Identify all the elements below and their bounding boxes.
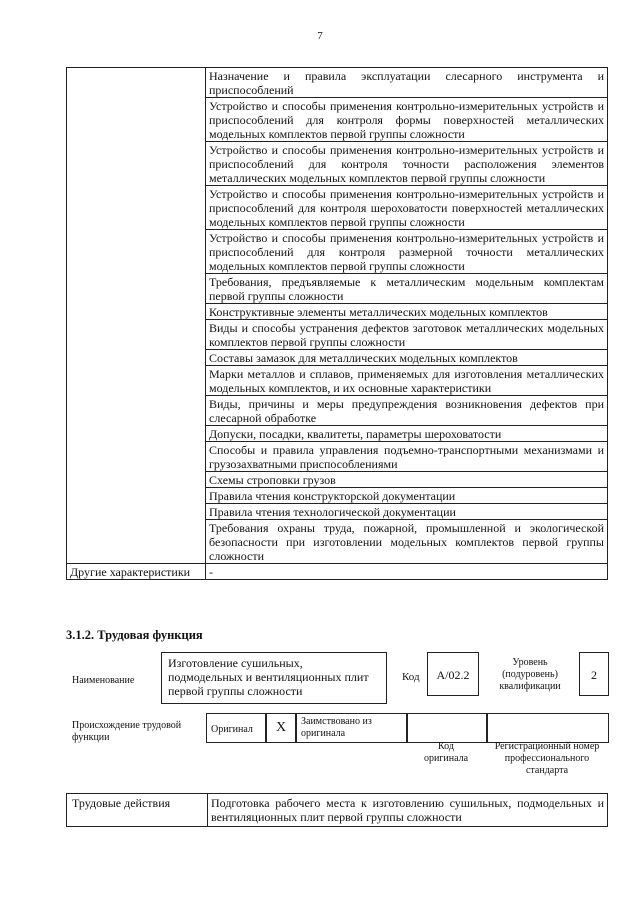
knowledge-item: Виды, причины и меры предупреждения возникновения дефектов при слесарной обработке (206, 396, 608, 426)
actions-value: Подготовка рабочего места к изготовлению сушильных, подмодельных и вентиляционных плит первой группы сложности (208, 794, 608, 827)
code-value: А/02.2 (427, 652, 479, 696)
actions-table (66, 793, 608, 827)
knowledge-item: Правила чтения конструкторской документации (206, 488, 608, 504)
origin-label: Происхождение трудовой функции (72, 720, 182, 743)
knowledge-item: Устройство и способы применения контрольно-измерительных устройств и приспособлений для контроля размерной точности металлических модельных комплектов первой группы сложности (206, 230, 608, 274)
original-mark: X (266, 713, 296, 743)
level-label: Уровень (подуровень) квалификации (499, 657, 561, 692)
reg-number-cell (487, 713, 609, 743)
knowledge-item: Требования охраны труда, пожарной, промышленной и экологической безопасности при изготовлении модельных комплектов первой группы сложности (206, 520, 608, 564)
table-row (67, 794, 608, 827)
knowledge-item: Конструктивные элементы металлических модельных комплектов (206, 304, 608, 320)
reg-number-label: Регистрационный номер профессионального стандарта (494, 741, 600, 776)
knowledge-item: Требования, предъявляемые к металлическим модельным комплектам первой группы сложности (206, 274, 608, 304)
original-label: Оригинал (206, 713, 266, 743)
knowledge-item: Способы и правила управления подъемно-транспортными механизмами и грузозахватными приспособлениями (206, 442, 608, 472)
page-number: 7 (317, 30, 323, 42)
knowledge-item: Марки металлов и сплавов, применяемых для изготовления металлических модельных комплектов, и их основные характеристики (206, 366, 608, 396)
code-original-label: Код оригинала (423, 741, 469, 764)
other-value: - (206, 564, 608, 580)
knowledge-item: Устройство и способы применения контрольно-измерительных устройств и приспособлений для контроля формы поверхностей металлических модельных комплектов первой группы сложности (206, 98, 608, 142)
code-label: Код (402, 671, 420, 683)
table-row (67, 564, 608, 580)
borrowed-label: Заимствовано из оригинала (296, 713, 407, 743)
original-code-cell (407, 713, 487, 743)
knowledge-item: Назначение и правила эксплуатации слесарного инструмента и приспособлений (206, 68, 608, 98)
knowledge-item: Виды и способы устранения дефектов заготовок металлических модельных комплектов первой группы сложности (206, 320, 608, 350)
knowledge-table (66, 67, 608, 580)
knowledge-item: Допуски, посадки, квалитеты, параметры шероховатости (206, 426, 608, 442)
actions-label: Трудовые действия (67, 794, 208, 827)
left-empty-cell (67, 68, 206, 564)
level-value: 2 (579, 652, 609, 696)
knowledge-item: Правила чтения технологической документации (206, 504, 608, 520)
other-label: Другие характеристики (67, 564, 206, 580)
knowledge-item: Устройство и способы применения контрольно-измерительных устройств и приспособлений для контроля шероховатости поверхностей металлических модельных комплектов первой группы сложности (206, 186, 608, 230)
section-title: 3.1.2. Трудовая функция (66, 628, 203, 642)
knowledge-item: Составы замазок для металлических модельных комплектов (206, 350, 608, 366)
name-label: Наименование (72, 675, 135, 686)
function-name-box: Изготовление сушильных, подмодельных и вентиляционных плит первой группы сложности (161, 652, 387, 704)
table-row (67, 68, 608, 98)
knowledge-item: Схемы строповки грузов (206, 472, 608, 488)
knowledge-item: Устройство и способы применения контрольно-измерительных устройств и приспособлений для контроля точности расположения элементов металлических модельных комплектов первой группы сложности (206, 142, 608, 186)
